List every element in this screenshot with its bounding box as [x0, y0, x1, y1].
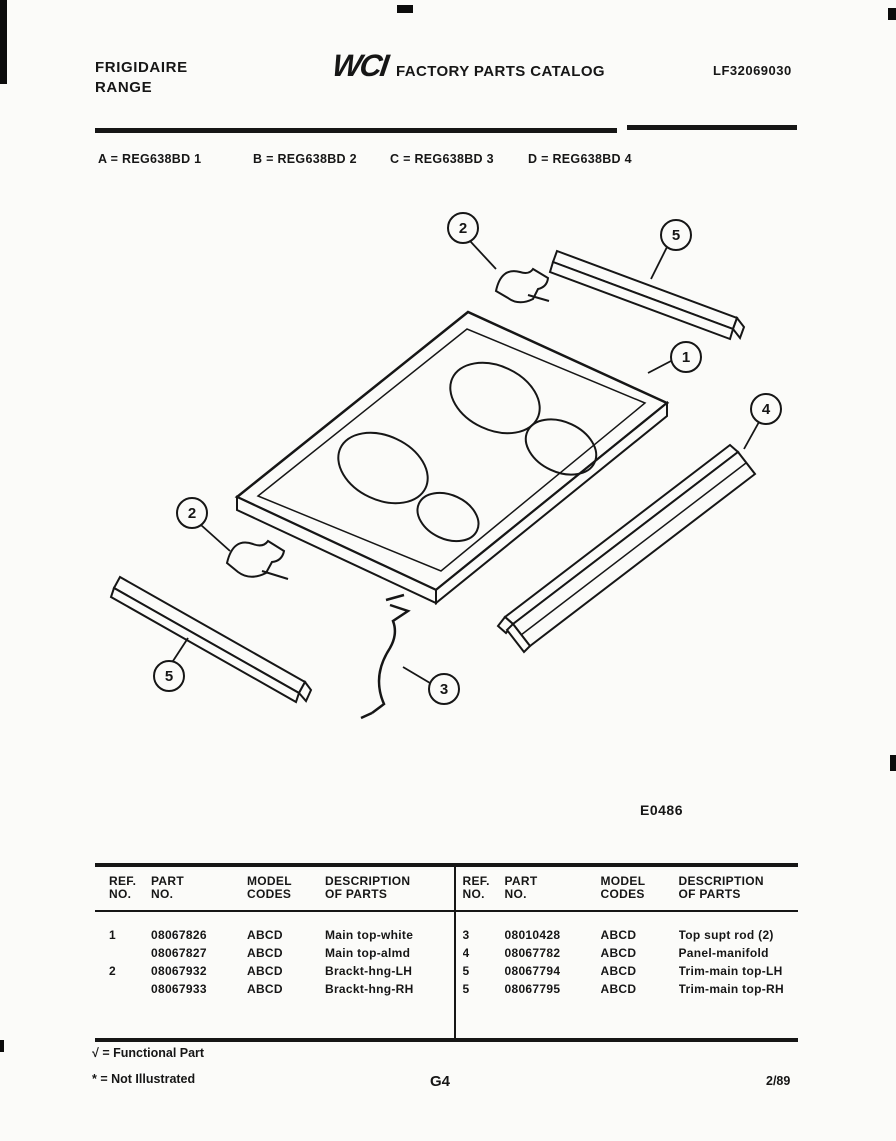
table-center-divider — [454, 867, 456, 1038]
cell-part-no: 08067933 — [151, 982, 207, 996]
cell-description: Main top-almd — [325, 946, 411, 960]
table-row — [463, 964, 795, 982]
callout-support-rod — [403, 667, 459, 704]
cell-ref-no — [109, 982, 145, 1000]
cell-model-codes: ABCD — [247, 982, 283, 996]
cell-description: Brackt-hng-LH — [325, 964, 413, 978]
cell-ref-no: 3 — [462, 928, 470, 942]
callout-manifold-panel — [744, 394, 781, 449]
callout-main-top — [648, 342, 701, 373]
parts-table-right — [447, 867, 799, 1038]
cell-part-no: 08067932 — [151, 964, 207, 978]
scan-artifact — [397, 5, 413, 13]
wci-logo: WCI — [330, 48, 390, 83]
cell-model-codes: ABCD — [600, 946, 637, 960]
cell-part-no: 08067827 — [151, 946, 207, 960]
cell-part-no: 08010428 — [504, 928, 561, 942]
model-d: D = REG638BD 4 — [528, 152, 632, 166]
cell-ref-no — [109, 946, 145, 964]
table-body-right — [447, 912, 799, 1000]
cell-model-codes: ABCD — [600, 982, 637, 996]
callout-bracket-top — [448, 213, 496, 269]
table-row — [463, 946, 795, 964]
page-number: G4 — [430, 1073, 451, 1090]
header-model-codes: MODEL CODES — [247, 874, 292, 901]
header-description: DESCRIPTION OF PARTS — [678, 874, 764, 901]
model-list — [0, 152, 896, 172]
model-a: A = REG638BD 1 — [98, 152, 202, 166]
header-description: DESCRIPTION OF PARTS — [325, 874, 411, 901]
bracket-top-part — [496, 269, 549, 302]
cell-ref-no: 1 — [109, 928, 116, 942]
scan-artifact — [0, 0, 7, 84]
brand-line-2: RANGE — [95, 79, 153, 96]
cell-ref-no: 5 — [462, 964, 470, 978]
callout-number: 4 — [761, 401, 771, 418]
table-row — [109, 982, 443, 1000]
header-ref-no: REF. NO. — [109, 874, 137, 901]
diagram-code: E0486 — [640, 802, 683, 818]
table-row — [463, 928, 795, 946]
model-b: B = REG638BD 2 — [253, 152, 357, 166]
cell-part-no: 08067794 — [504, 964, 561, 978]
table-row — [109, 946, 443, 964]
not-illustrated-note: * = Not Illustrated — [92, 1072, 196, 1086]
cell-description: Main top-white — [325, 928, 414, 942]
scan-artifact — [888, 8, 896, 20]
header-model-codes: MODEL CODES — [600, 874, 646, 901]
table-row — [463, 982, 795, 1000]
table-header-left — [95, 867, 447, 912]
brand-title — [95, 58, 188, 98]
header-rule-right — [627, 125, 797, 130]
table-body-left — [95, 912, 447, 1000]
scan-artifact — [0, 1040, 4, 1052]
cell-model-codes: ABCD — [600, 928, 637, 942]
trim-top-right-part — [550, 251, 744, 339]
cell-part-no: 08067782 — [504, 946, 561, 960]
callout-bracket-left — [177, 498, 230, 551]
callout-trim-top — [651, 220, 691, 279]
model-c: C = REG638BD 3 — [390, 152, 494, 166]
cell-description: Panel-manifold — [678, 946, 769, 960]
callout-number: 2 — [187, 505, 197, 522]
cell-part-no: 08067795 — [504, 982, 561, 996]
callout-number: 2 — [458, 220, 468, 237]
callout-number: 1 — [681, 349, 691, 366]
callout-number: 5 — [164, 668, 174, 685]
exploded-diagram — [0, 195, 896, 840]
parts-table-left — [95, 867, 447, 1038]
cell-model-codes: ABCD — [600, 964, 637, 978]
trim-left-part — [111, 577, 311, 702]
catalog-title: FACTORY PARTS CATALOG — [396, 63, 605, 80]
catalog-date: 2/89 — [766, 1074, 791, 1088]
header-part-no: PART NO. — [504, 874, 538, 901]
cell-ref-no: 2 — [109, 964, 116, 978]
callout-number: 3 — [439, 681, 449, 698]
table-row — [109, 928, 443, 946]
header-part-no: PART NO. — [151, 874, 184, 901]
header-rule-left — [95, 128, 617, 133]
cell-description: Top supt rod (2) — [678, 928, 774, 942]
cell-description: Trim-main top-RH — [678, 982, 784, 996]
parts-table — [95, 863, 798, 1042]
cell-ref-no: 5 — [462, 982, 470, 996]
cell-description: Brackt-hng-RH — [325, 982, 414, 996]
callout-trim-left — [154, 638, 188, 691]
cell-part-no: 08067826 — [151, 928, 207, 942]
support-rod-part — [361, 595, 408, 718]
cell-model-codes: ABCD — [247, 928, 283, 942]
callout-number: 5 — [671, 227, 681, 244]
cell-ref-no: 4 — [462, 946, 470, 960]
cell-model-codes: ABCD — [247, 964, 283, 978]
table-row — [109, 964, 443, 982]
document-number: LF32069030 — [713, 63, 792, 78]
bracket-left-part — [227, 541, 288, 579]
table-header-right — [447, 867, 799, 912]
header-ref-no: REF. NO. — [462, 874, 490, 901]
functional-part-note: √ = Functional Part — [92, 1046, 205, 1060]
brand-line-1: FRIGIDAIRE — [95, 59, 188, 76]
cell-description: Trim-main top-LH — [678, 964, 783, 978]
cell-model-codes: ABCD — [247, 946, 283, 960]
